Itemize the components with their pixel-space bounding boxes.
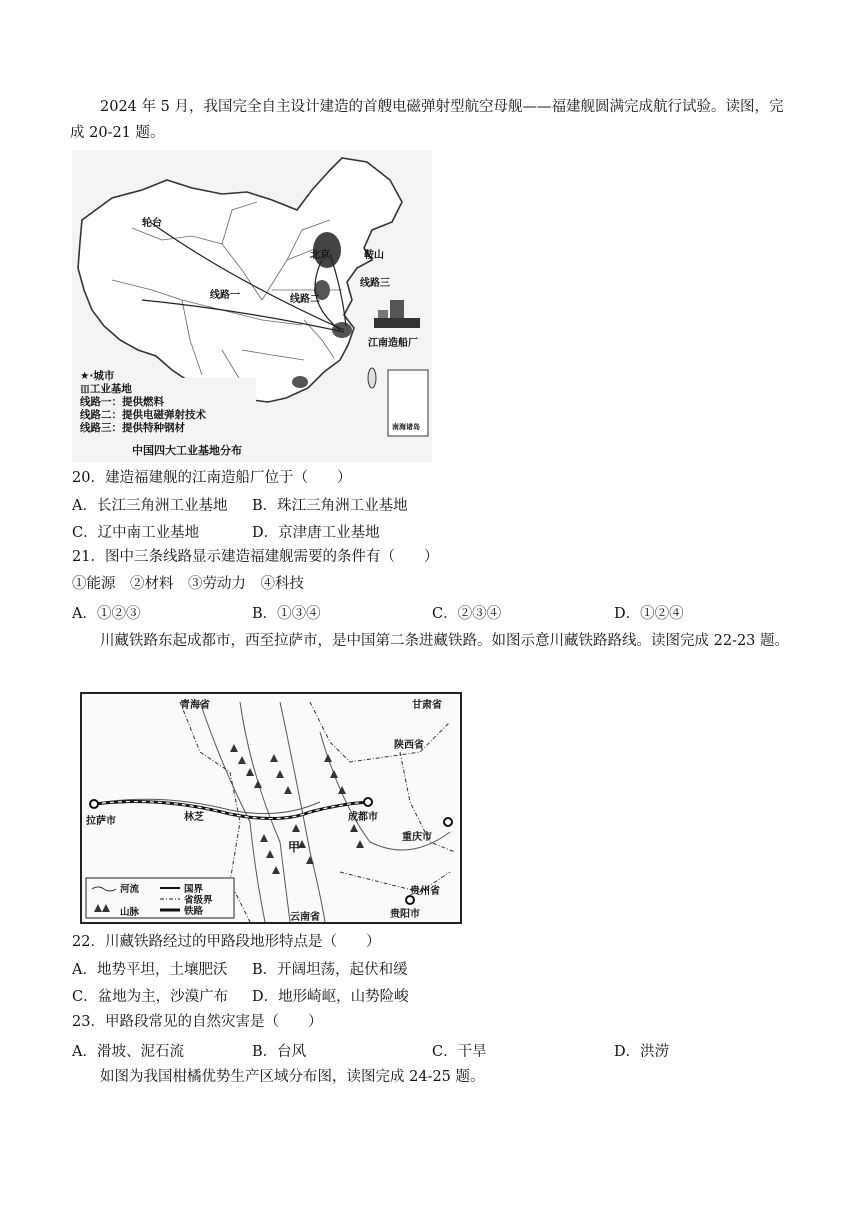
- chengdu-label: 成都市: [348, 812, 378, 823]
- sichuan-tibet-railway-map: [80, 692, 462, 924]
- legend-city: ★·城市: [80, 370, 115, 382]
- q21-option-b[interactable]: B．①③④: [252, 606, 321, 622]
- shaanxi-label: 陕西省: [394, 740, 424, 751]
- guizhou-label: 贵州省: [410, 886, 440, 897]
- q23-option-c[interactable]: C．干旱: [432, 1044, 487, 1060]
- q21-option-c[interactable]: C．②③④: [432, 606, 502, 622]
- q21-option-d[interactable]: D．①②④: [614, 606, 684, 622]
- q22-option-b[interactable]: B．开阔坦荡，起伏和缓: [252, 962, 408, 978]
- line1-label: 线路一: [210, 290, 240, 301]
- q22-option-d[interactable]: D．地形崎岖，山势险峻: [252, 989, 409, 1005]
- q21-items: ①能源 ②材料 ③劳动力 ④科技: [72, 576, 304, 592]
- inset-label: 南海诸岛: [392, 423, 420, 431]
- q23-stem: 23．甲路段常见的自然灾害是（ ）: [72, 1014, 323, 1030]
- chongqing-label: 重庆市: [402, 832, 432, 843]
- beijing-label: 北京: [310, 250, 330, 261]
- intro-paragraph-3: 如图为我国柑橘优势生产区域分布图，读图完成 24-25 题。: [100, 1069, 485, 1085]
- q23-option-a[interactable]: A．滑坡、泥石流: [72, 1044, 184, 1060]
- q22-option-a[interactable]: A．地势平坦，土壤肥沃: [72, 962, 228, 978]
- shipyard-label: 江南造船厂: [368, 338, 418, 349]
- legend-national-border: 国界: [184, 884, 204, 895]
- segment-jia-label: 甲: [288, 840, 301, 854]
- gansu-label: 甘肃省: [412, 700, 442, 711]
- anshan-label: 鞍山: [364, 250, 384, 261]
- q20-option-b[interactable]: B．珠江三角洲工业基地: [252, 498, 408, 514]
- map1-legend: [80, 370, 206, 435]
- legend-industrial-base: ▥工业基地: [80, 383, 132, 395]
- intro-paragraph-2: 川藏铁路东起成都市，西至拉萨市，是中国第二条进藏铁路。如图示意川藏铁路路线。读图完成 22-23 题。: [100, 633, 790, 649]
- legend-line1: 线路一：提供燃料: [80, 396, 164, 408]
- q20-option-d[interactable]: D．京津唐工业基地: [252, 525, 380, 541]
- linzhi-label: 林芝: [184, 812, 204, 823]
- q21-stem: 21．图中三条线路显示建造福建舰需要的条件有（ ）: [72, 549, 439, 565]
- legend-line2: 线路二：提供电磁弹射技术: [80, 409, 206, 421]
- line2-label: 线路二: [290, 294, 320, 305]
- q20-option-c[interactable]: C．辽中南工业基地: [72, 525, 200, 541]
- qinghai-label: 青海省: [180, 700, 210, 711]
- q23-option-b[interactable]: B．台风: [252, 1044, 307, 1060]
- q22-option-c[interactable]: C．盆地为主，沙漠广布: [72, 989, 229, 1005]
- luntai-label: 轮台: [142, 218, 162, 229]
- yunnan-label: 云南省: [290, 912, 320, 923]
- q20-stem: 20．建造福建舰的江南造船厂位于（ ）: [72, 470, 352, 486]
- legend-railway: 铁路: [184, 906, 204, 917]
- q22-stem: 22．川藏铁路经过的甲路段地形特点是（ ）: [72, 934, 381, 950]
- line3-label: 线路三: [360, 278, 390, 289]
- intro-paragraph-1: 2024 年 5 月，我国完全自主设计建造的首艘电磁弹射型航空母舰——福建舰圆满完成航行试验。读图，完成 20-21 题。: [70, 99, 784, 141]
- china-industrial-base-map: [72, 150, 432, 462]
- legend-line3: 线路三：提供特种钢材: [80, 422, 185, 434]
- lhasa-label: 拉萨市: [86, 816, 116, 827]
- q21-option-a[interactable]: A．①②③: [72, 606, 141, 622]
- map1-caption: 中国四大工业基地分布: [132, 444, 242, 457]
- legend-provincial-border: 省级界: [184, 895, 213, 906]
- q23-option-d[interactable]: D．洪涝: [614, 1044, 670, 1060]
- q20-option-a[interactable]: A．长江三角洲工业基地: [72, 498, 228, 514]
- legend-mountain: 山脉: [120, 907, 140, 918]
- guiyang-label: 贵阳市: [390, 909, 420, 920]
- legend-river: 河流: [120, 884, 140, 895]
